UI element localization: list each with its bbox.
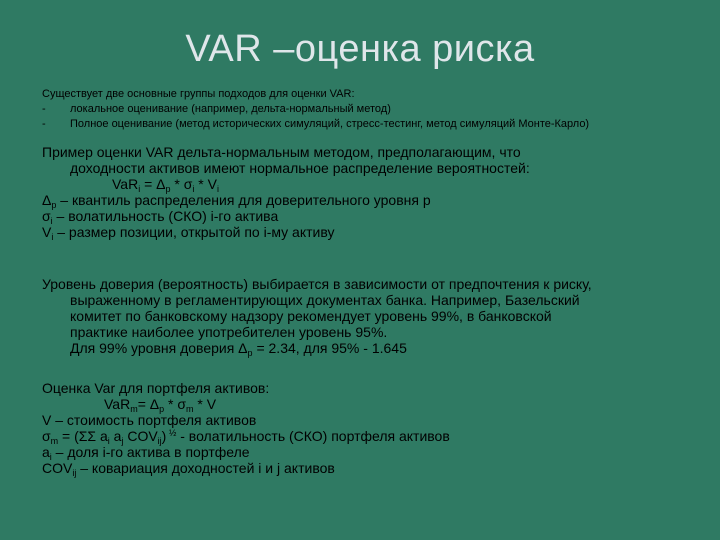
- confidence-line: Уровень доверия (вероятность) выбирается в зависимости от предпочтения к риску,: [42, 276, 592, 292]
- bullet-dash: -: [42, 118, 46, 130]
- delta-definition: $\Delta_p$ – квантиль распределения для доверительного уровня p: [42, 192, 431, 210]
- portfolio-var-formula: $VaR_m= \Delta_p * \sigma_m * V$: [104, 396, 217, 414]
- example-line: доходности активов имеют нормальное распределение вероятностей:: [70, 160, 530, 176]
- intro-lead: Существует две основные группы подходов для оценки VAR:: [42, 88, 355, 100]
- portfolio-sigma-formula: $\sigma_m = (\Sigma\Sigma$ $a_i$ $a_j$ $COV_{ij}$) $^{\frac{1}{2}}$ - волатильность (СКО) портфеля активов: [42, 428, 450, 446]
- confidence-quantiles: Для 99% уровня доверия $\Delta_p = 2.34$, для 95% - 1.645: [70, 340, 407, 358]
- confidence-section: [42, 276, 712, 356]
- confidence-line: практике наиболее употребителен уровень 95%.: [70, 324, 388, 340]
- var-formula: $VaR_i = \Delta_p * \sigma_i * V_i$: [112, 176, 219, 194]
- intro-item: [42, 117, 702, 132]
- intro-item-text: Полное оценивание (метод исторических симуляций, стресс-тестинг, метод симуляций Монте-Карло): [70, 118, 590, 130]
- intro-item: [42, 102, 702, 117]
- confidence-line: комитет по банковскому надзору рекомендует уровень 99%, в банковской: [70, 308, 552, 324]
- portfolio-heading: Оценка Var для портфеля активов:: [42, 380, 270, 396]
- sigma-definition: $\sigma_i$ – волатильность (СКО) i-го актива: [42, 208, 279, 226]
- example-section: [42, 144, 712, 240]
- portfolio-section: [42, 380, 712, 476]
- portfolio-a-definition: $a_i$ – доля i-го актива в портфеле: [42, 444, 250, 462]
- example-line: Пример оценки VAR дельта-нормальным методом, предполагающим, что: [42, 144, 521, 160]
- intro-item-text: локальное оценивание (например, дельта-нормальный метод): [70, 103, 391, 115]
- slide-title: VAR –оценка риска: [185, 28, 535, 70]
- v-definition: $V_i$ – размер позиции, открытой по i-му активу: [42, 224, 335, 242]
- portfolio-cov-definition: $COV_{ij}$ – ковариация доходностей i и j активов: [42, 460, 335, 478]
- intro-section: [42, 87, 702, 132]
- bullet-dash: -: [42, 103, 46, 115]
- portfolio-v-definition: V – стоимость портфеля активов: [42, 412, 257, 428]
- confidence-line: выраженному в регламентирующих документах банка. Например, Базельский: [70, 292, 580, 308]
